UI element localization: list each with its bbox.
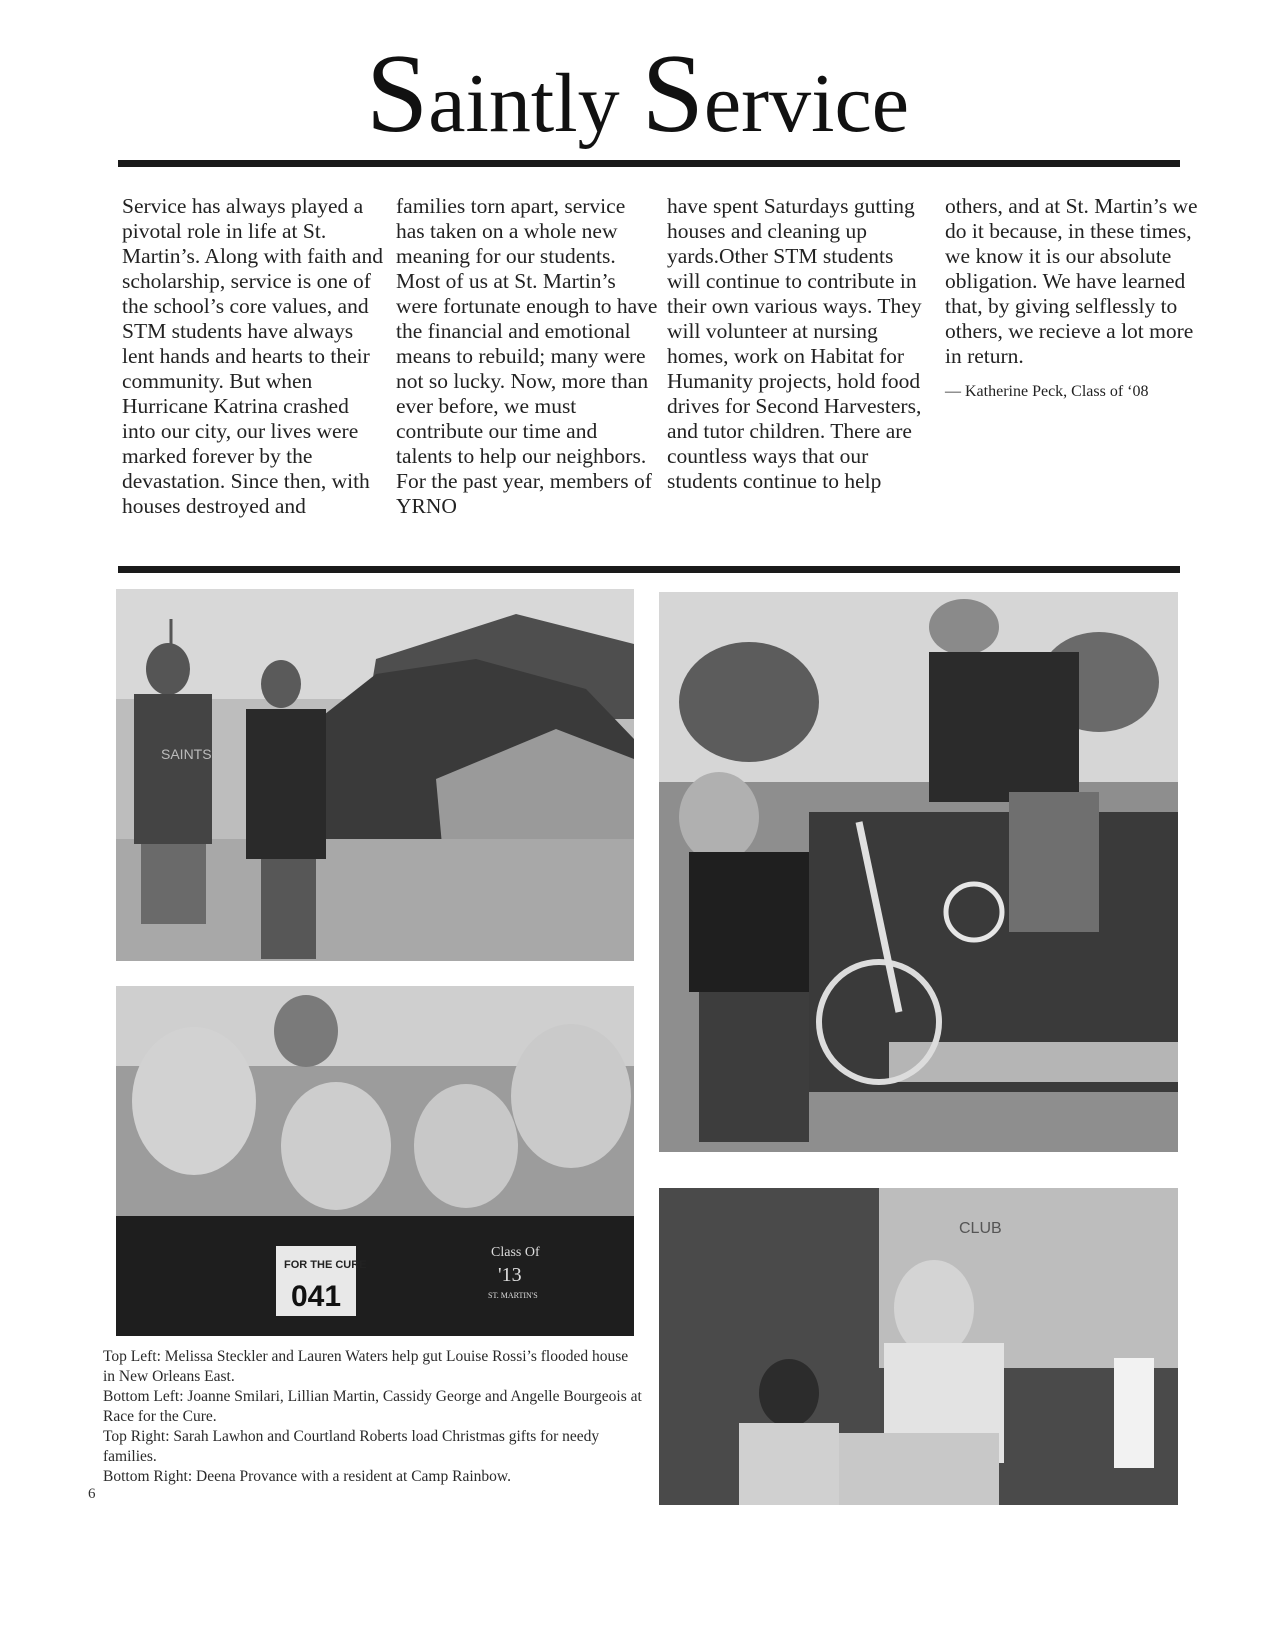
- shirt-class-text: Class Of: [491, 1245, 540, 1260]
- caption-top-right: Top Right: Sarah Lawhon and Courtland Roberts load Christmas gifts for needy families.: [103, 1428, 600, 1465]
- article-column-2: families torn apart, service has taken on a whole new meaning for our students. Most of us at St. Martin’s were fortunate enough to have the financial and emotional means to rebuild; many were not so lucky. Now, more than ever before, we must contribute our time and talents to help our neighbors. For the past year, members of YRNO: [396, 194, 658, 518]
- photo-bottom-left: [116, 986, 634, 1336]
- article-column-3: have spent Saturdays gutting houses and cleaning up yards.Other STM students will continue to contribute in their own various ways. They will volunteer at nursing homes, work on Habitat for Humanity projects, hold food drives for Second Harvesters, and tutor children. There are countless ways that our students continue to help: [667, 194, 922, 493]
- page-title: [0, 32, 1275, 158]
- page-number: 6: [88, 1486, 96, 1502]
- title-rest-2: ervice: [703, 57, 910, 150]
- photo-top-left: [116, 589, 634, 961]
- bib-text: FOR THE CURE: [284, 1259, 367, 1271]
- top-rule: [118, 160, 1180, 167]
- article-column-1: Service has always played a pivotal role in life at St. Martin’s. Along with faith and scholarship, service is one of the school’s core values, and STM students have always lent hands and hearts to their community. But when Hurricane Katrina crashed into our city, our lives were marked forever by the devastation. Since then, with houses destroyed and: [122, 194, 383, 518]
- title-initial-2: S: [641, 32, 704, 156]
- sign-text: CLUB: [959, 1220, 1002, 1237]
- caption-bottom-left: Bottom Left: Joanne Smilari, Lillian Martin, Cassidy George and Angelle Bourgeois at Race for the Cure.: [103, 1388, 642, 1425]
- title-rest-1: aintly: [428, 57, 620, 150]
- article-column-4: [945, 194, 1207, 404]
- article-byline: — Katherine Peck, Class of ‘08: [945, 383, 1149, 400]
- bottom-rule: [118, 566, 1180, 573]
- photo-top-right: [659, 592, 1178, 1152]
- shirt-year-text: '13: [498, 1264, 522, 1286]
- shirt-school-text: ST. MARTIN'S: [488, 1291, 538, 1300]
- bib-number: 041: [291, 1280, 342, 1313]
- article-column-4-text: others, and at St. Martin’s we do it because, in these times, we know it is our absolute obligation. We have learned that, by giving selflessly to others, we recieve a lot more in return.: [945, 194, 1198, 368]
- caption-bottom-right: Bottom Right: Deena Provance with a resident at Camp Rainbow.: [103, 1468, 511, 1485]
- photo-bottom-right: [659, 1188, 1178, 1505]
- caption-top-left: Top Left: Melissa Steckler and Lauren Waters help gut Louise Rossi’s flooded house in New Orleans East.: [103, 1348, 629, 1385]
- shirt-text: SAINTS: [161, 746, 212, 762]
- title-initial-1: S: [365, 32, 429, 156]
- photo-captions: [103, 1347, 643, 1487]
